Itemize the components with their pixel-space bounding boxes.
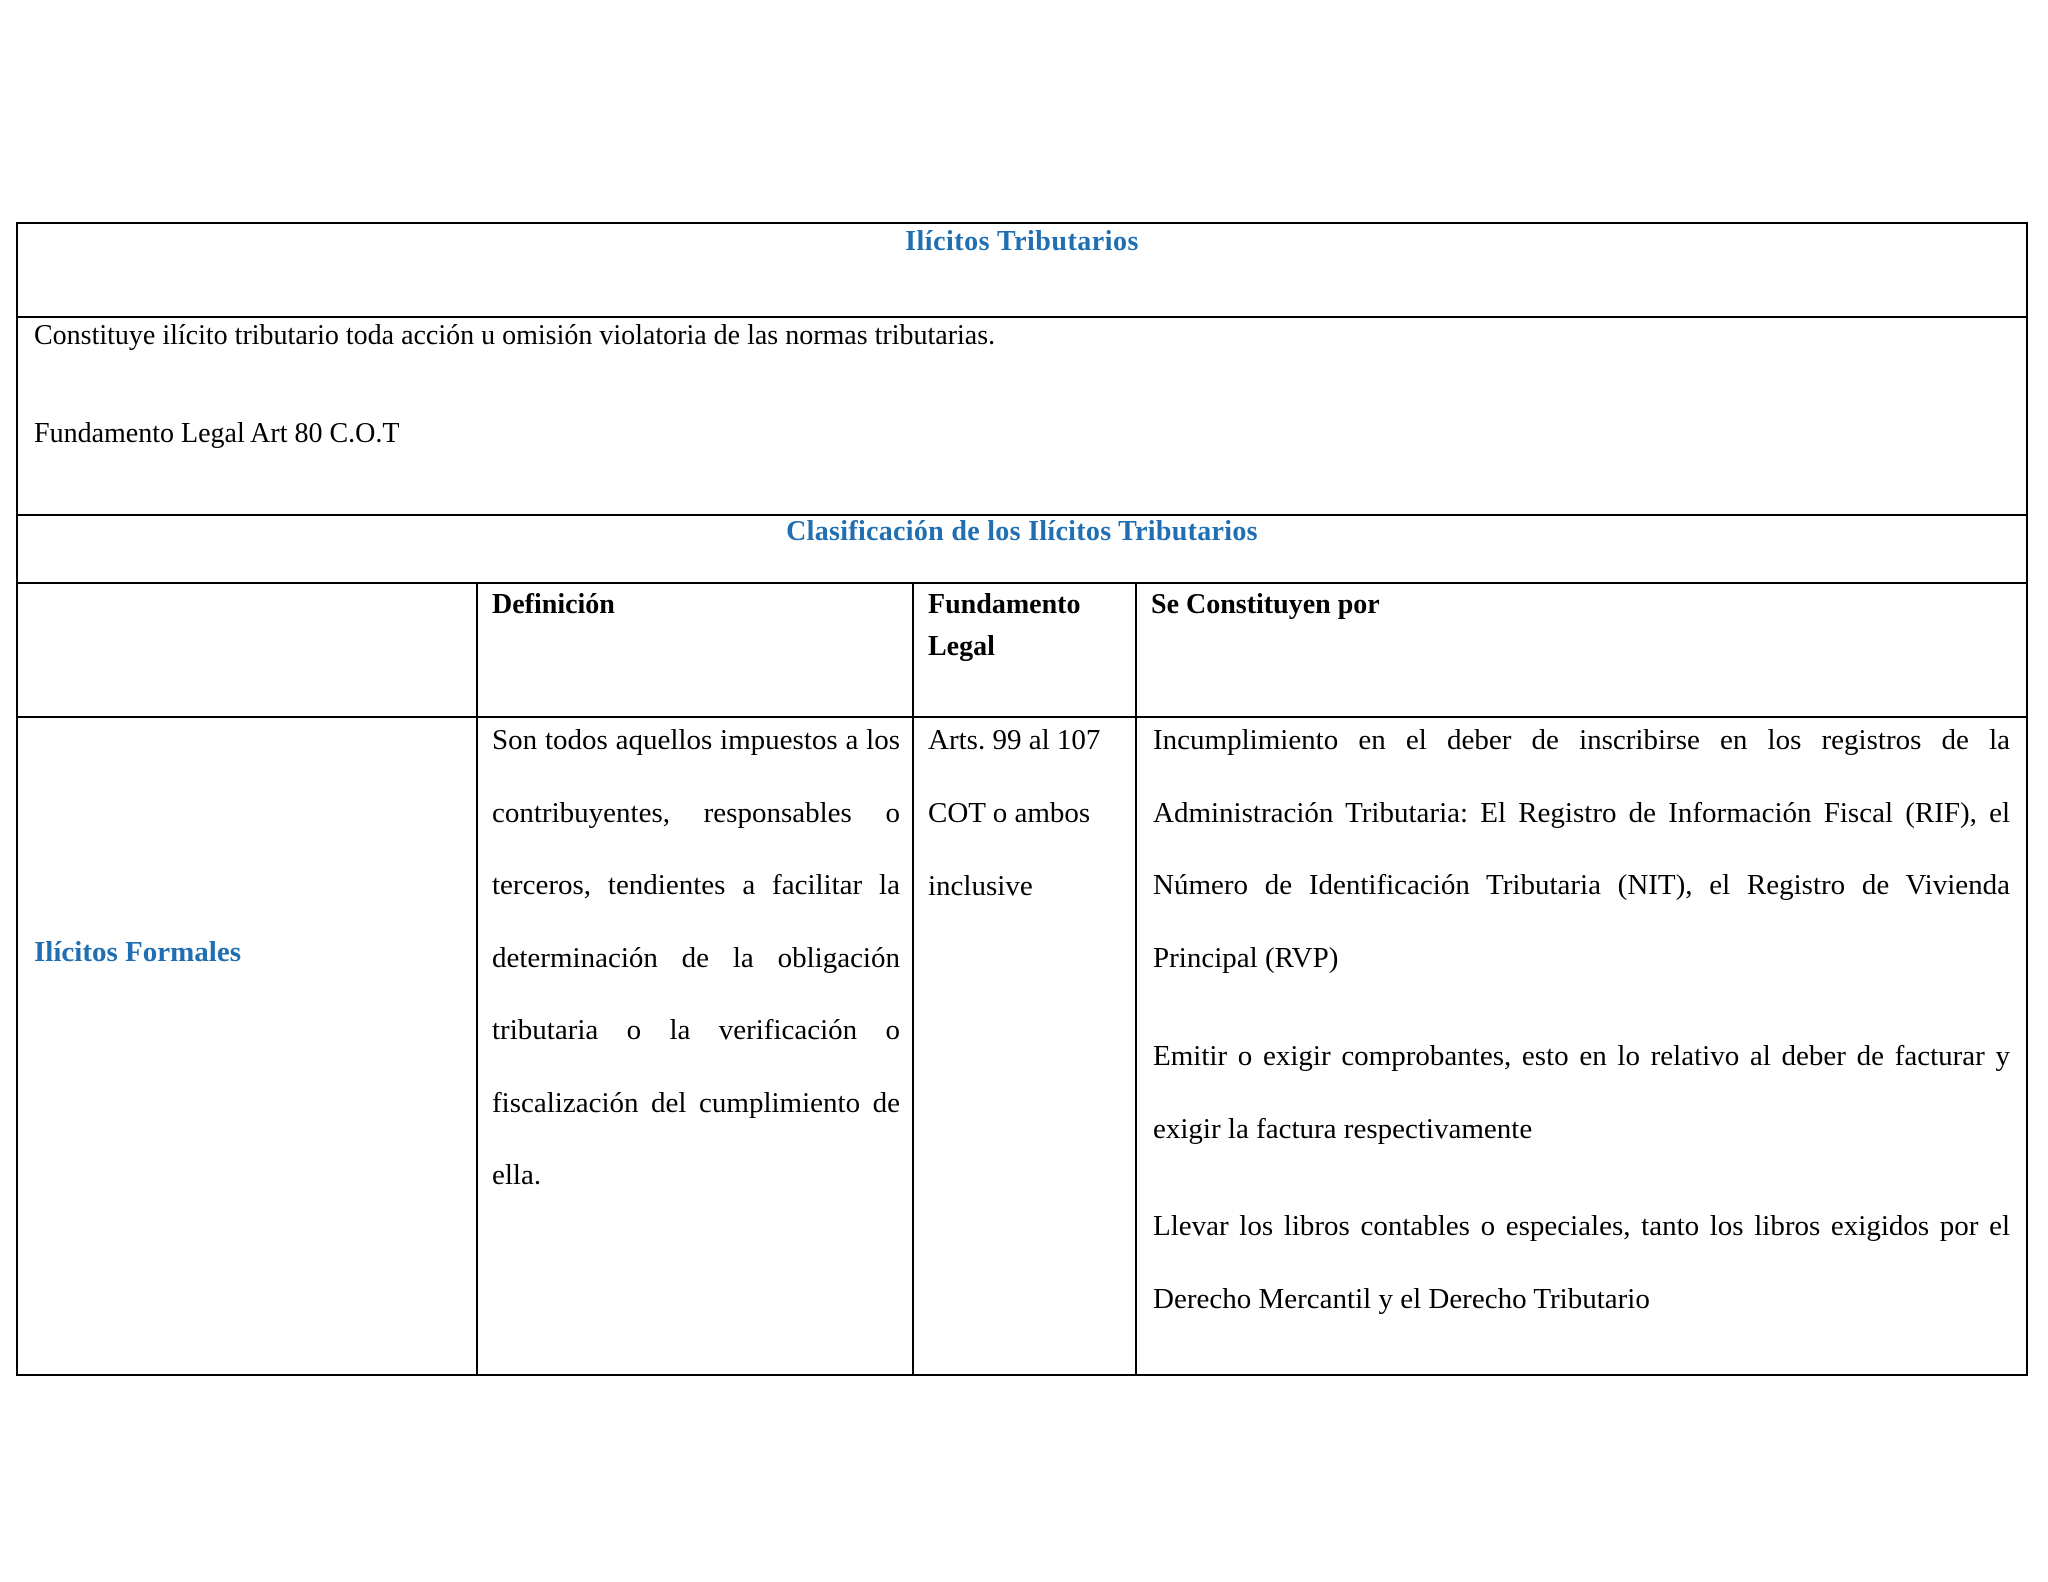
intro-legal-basis: Fundamento Legal Art 80 C.O.T <box>34 418 400 449</box>
intro-definition: Constituye ilícito tributario toda acción u omisión violatoria de las normas tributarias. <box>34 320 996 351</box>
definicion-text: Son todos aquellos impuestos a los contribuyentes, responsables o terceros, tendientes a facilitar la determinación de la obligación tributaria o la verificación o fiscalización del cumplimiento de ella. <box>492 724 900 1191</box>
classification-title-row <box>17 515 2027 583</box>
fundamento-cell <box>913 717 1136 1375</box>
column-header-fundamento: Fundamento Legal <box>928 589 1081 662</box>
column-header-row <box>17 583 2027 717</box>
column-header-definicion: Definición <box>492 589 615 620</box>
se-constituyen-item: Llevar los libros contables o especiales, tanto los libros exigidos por el Derecho Mercantil y el Derecho Tributario <box>1153 1210 2011 1315</box>
fundamento-text: Arts. 99 al 107 COT o ambos inclusive <box>928 724 1101 902</box>
illicit-tax-table <box>16 222 2028 1376</box>
document-title: Ilícitos Tributarios <box>905 226 1139 257</box>
header-fundamento-cell <box>913 583 1136 717</box>
se-constituyen-item: Incumplimiento en el deber de inscribirse en los registros de la Administración Tributaria: El Registro de Información Fiscal (RIF), el Número de Identificación Tributaria (NIT), el Registro de Vivienda Principal (RVP) <box>1153 724 2011 974</box>
classification-title-cell <box>17 515 2027 583</box>
intro-row <box>17 317 2027 515</box>
title-cell <box>17 223 2027 317</box>
intro-cell <box>17 317 2027 515</box>
header-definicion-cell <box>477 583 913 717</box>
row-label: Ilícitos Formales <box>34 936 241 968</box>
se-constituyen-item: Emitir o exigir comprobantes, esto en lo relativo al deber de facturar y exigir la factura respectivamente <box>1153 1040 2011 1145</box>
definicion-cell <box>477 717 913 1375</box>
classification-title: Clasificación de los Ilícitos Tributarios <box>786 516 1258 547</box>
column-header-se-constituyen: Se Constituyen por <box>1151 589 1380 620</box>
table-row <box>17 717 2027 1375</box>
row-label-cell <box>17 717 477 1375</box>
header-se-constituyen-cell <box>1136 583 2027 717</box>
se-constituyen-cell <box>1136 717 2027 1375</box>
title-row <box>17 223 2027 317</box>
header-empty-cell <box>17 583 477 717</box>
